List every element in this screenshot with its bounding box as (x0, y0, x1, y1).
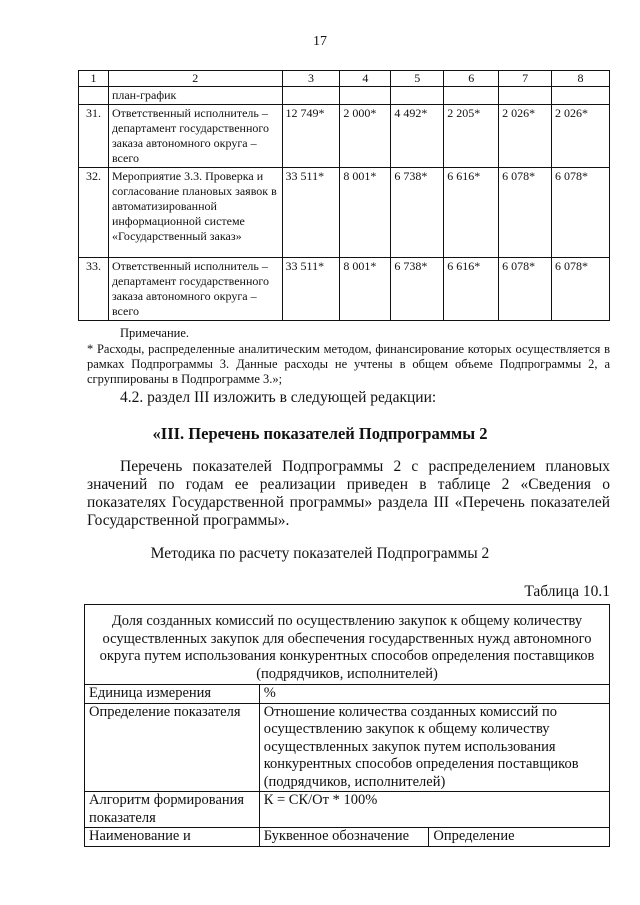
note-title: Примечание. (120, 326, 190, 340)
value-cell: 2 026* (552, 105, 610, 168)
row-name: Ответственный исполнитель – департамент государственного заказа автономного округа – всего (108, 258, 282, 321)
column-header: 2 (108, 71, 282, 87)
value-cell: 2 205* (444, 105, 499, 168)
paragraph-4-2: 4.2. раздел III изложить в следующей редакции: (120, 389, 437, 406)
value-cell: 33 511* (282, 258, 340, 321)
value-cell: 6 616* (444, 258, 499, 321)
letter-label: Буквенное обозначение (259, 828, 429, 847)
column-header: 7 (499, 71, 552, 87)
table-row (79, 105, 610, 168)
definition-column-label: Определение (429, 828, 610, 847)
methodology-title: Методика по расчету показателей Подпрограммы 2 (150, 545, 490, 562)
definition-value: Отношение количества созданных комиссий по осуществлению закупок к общему количеству осуществленных закупок путем использования конкурентных способов определения поставщиков (подрядчиков, исполнителей) (259, 703, 609, 792)
value-cell: 2 000* (340, 105, 391, 168)
table-row (85, 703, 610, 792)
value-cell: 6 078* (499, 258, 552, 321)
indicator-table (84, 604, 610, 847)
table-row (85, 685, 610, 704)
table-row (85, 828, 610, 847)
table-label: Таблица 10.1 (524, 583, 610, 600)
intro-paragraph: Перечень показателей Подпрограммы 2 с распределением плановых значений по годам ее реализации приведен в таблице 2 «Сведения о показателях Государственной программы» раздела III «Перечень показателей Государственной программы». (87, 458, 610, 529)
value-cell: 6 738* (391, 258, 444, 321)
value-cell: 8 001* (340, 168, 391, 258)
expenditure-table (78, 70, 610, 321)
continuation-cell: план-график (108, 87, 282, 105)
value-cell: 6 078* (499, 168, 552, 258)
indicator-title: Доля созданных комиссий по осуществлению закупок к общему количеству осуществленных закупок для обеспечения государственных нужд автономного округа путем использования конкурентных способов определения поставщиков (подрядчиков, исполнителей) (85, 605, 610, 685)
column-header: 4 (340, 71, 391, 87)
column-header: 3 (282, 71, 340, 87)
value-cell: 6 616* (444, 168, 499, 258)
row-name: Мероприятие 3.3. Проверка и согласование плановых заявок в автоматизированной информационной системе «Государственный заказ» (108, 168, 282, 258)
section-title: «III. Перечень показателей Подпрограммы 2 (152, 424, 488, 443)
table-row (85, 792, 610, 828)
value-cell: 6 078* (552, 168, 610, 258)
value-cell: 6 078* (552, 258, 610, 321)
table-row-continuation (79, 87, 610, 105)
column-header: 5 (391, 71, 444, 87)
value-cell: 2 026* (499, 105, 552, 168)
unit-value: % (259, 685, 609, 704)
note-text: * Расходы, распределенные аналитическим методом, финансирование которых осуществляется в рамках Подпрограммы 3. Данные расходы не учтены в общем объеме Подпрограммы 2, а сгруппированы в Подпрограмме 3.»; (87, 342, 610, 386)
value-cell: 33 511* (282, 168, 340, 258)
table-header-row (79, 71, 610, 87)
page-number: 17 (313, 34, 327, 49)
name-label: Наименование и (85, 828, 260, 847)
value-cell: 6 738* (391, 168, 444, 258)
value-cell: 8 001* (340, 258, 391, 321)
table-row (79, 168, 610, 258)
column-header: 6 (444, 71, 499, 87)
row-number: 32. (79, 168, 109, 258)
value-cell: 4 492* (391, 105, 444, 168)
column-header: 1 (79, 71, 109, 87)
row-number: 31. (79, 105, 109, 168)
indicator-title-row (85, 605, 610, 685)
definition-label: Определение показателя (85, 703, 260, 792)
row-name: Ответственный исполнитель – департамент государственного заказа автономного округа – всего (108, 105, 282, 168)
column-header: 8 (552, 71, 610, 87)
row-number: 33. (79, 258, 109, 321)
unit-label: Единица измерения (85, 685, 260, 704)
table-row (79, 258, 610, 321)
value-cell: 12 749* (282, 105, 340, 168)
algorithm-value: К = СК/От * 100% (259, 792, 609, 828)
algorithm-label: Алгоритм формирования показателя (85, 792, 260, 828)
